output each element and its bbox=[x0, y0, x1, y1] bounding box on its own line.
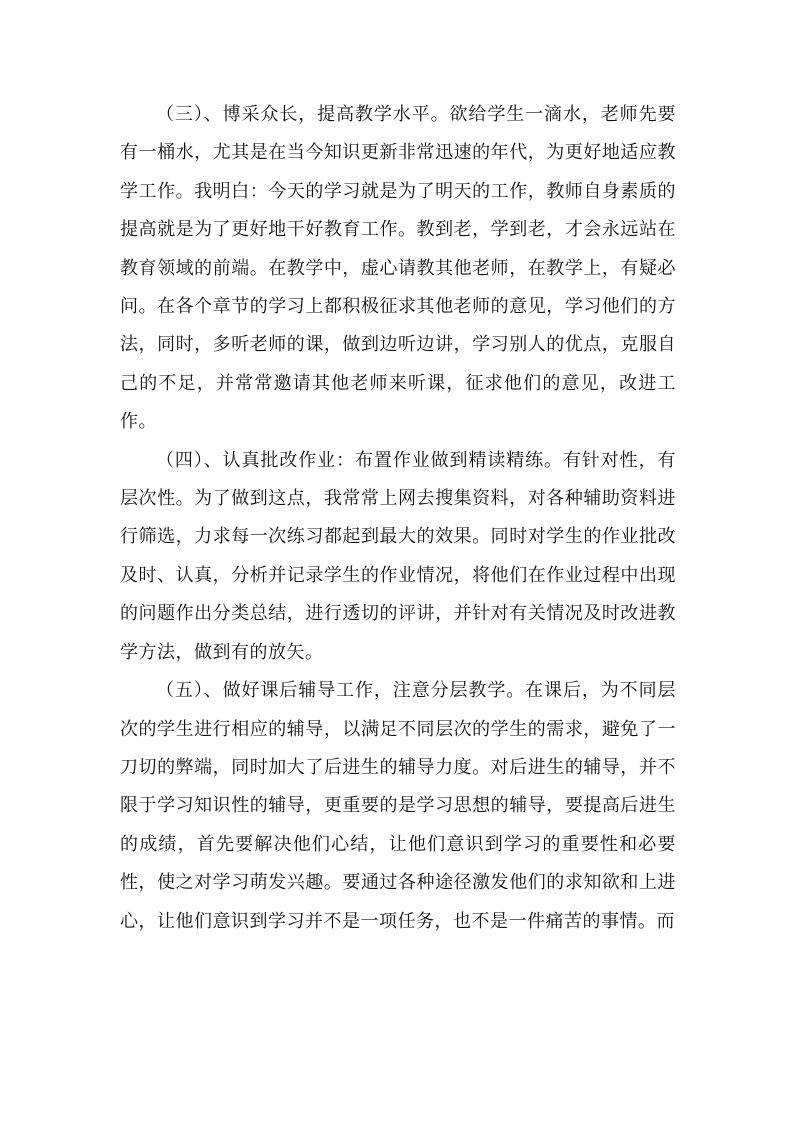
document-body bbox=[120, 96, 676, 941]
paragraph-section-5: （五）、做好课后辅导工作，注意分层教学。在课后，为不同层次的学生进行相应的辅导，以满足不同层次的学生的需求，避免了一刀切的弊端，同时加大了后进生的辅导力度。对后进生的辅导，并不限于学习知识性的辅导，更重要的是学习思想的辅导，要提高后进生的成绩，首先要解决他们心结，让他们意识到学习的重要性和必要性，使之对学习萌发兴趣。要通过各种途径激发他们的求知欲和上进心，让他们意识到学习并不是一项任务，也不是一件痛苦的事情。而 bbox=[120, 680, 676, 932]
paragraph-section-3: （三）、博采众长，提高教学水平。欲给学生一滴水，老师先要有一桶水，尤其是在当今知识更新非常迅速的年代，为更好地适应教学工作。我明白：今天的学习就是为了明天的工作，教师自身素质的提高就是为了更好地干好教育工作。教到老，学到老，才会永远站在教育领域的前端。在教学中，虚心请教其他老师，在教学上，有疑必问。在各个章节的学习上都积极征求其他老师的意见，学习他们的方法，同时，多听老师的课，做到边听边讲，学习别人的优点，克服自己的不足，并常常邀请其他老师来听课，征求他们的意见，改进工作。 bbox=[120, 104, 676, 433]
paragraph-section-4: （四）、认真批改作业：布置作业做到精读精练。有针对性，有层次性。为了做到这点，我常常上网去搜集资料，对各种辅助资料进行筛选，力求每一次练习都起到最大的效果。同时对学生的作业批改及时、认真，分析并记录学生的作业情况，将他们在作业过程中出现的问题作出分类总结，进行透切的评讲，并针对有关情况及时改进教学方法，做到有的放矢。 bbox=[120, 449, 676, 663]
